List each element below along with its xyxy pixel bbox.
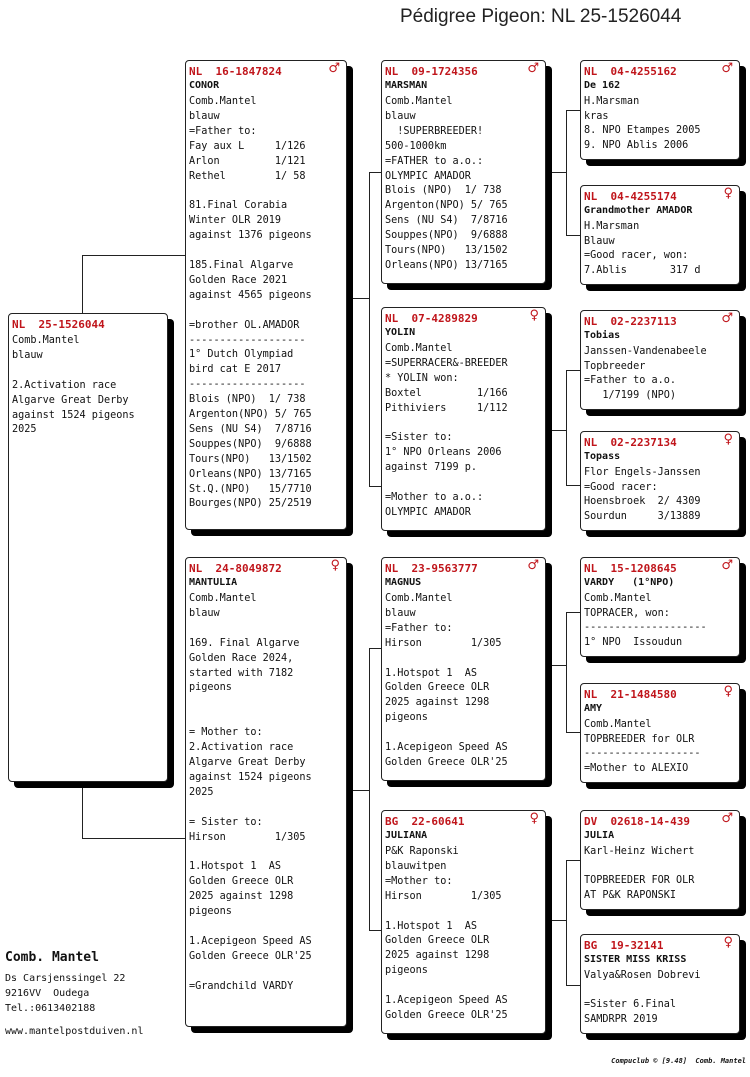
connector <box>566 985 581 986</box>
detail-line: blauw <box>189 110 220 122</box>
pigeon-details <box>584 845 737 903</box>
connector <box>369 648 370 930</box>
detail-line: Blois (NPO) 1/ 738 <box>385 185 502 197</box>
detail-line: TOPBREEDER FOR OLR <box>584 875 695 887</box>
connector <box>545 172 566 173</box>
detail-line: pigeons <box>385 965 428 977</box>
ring-number: NL 16-1847824 <box>189 65 282 78</box>
detail-line: ------------------- <box>584 748 701 760</box>
detail-line: 1.Acepigeon Speed AS <box>189 935 312 947</box>
detail-line: against 1524 pigeons <box>189 771 312 783</box>
detail-line: =SUPERRACER&-BREEDER <box>385 357 508 369</box>
detail-line: OLYMPIC AMADOR <box>385 170 471 182</box>
pigeon-card-sdd[interactable] <box>580 431 740 531</box>
detail-line: Algarve Great Derby <box>189 756 306 768</box>
pigeon-card-sss[interactable] <box>580 60 740 160</box>
detail-line: Blois (NPO) 1/ 738 <box>189 394 306 406</box>
detail-line: blauw <box>385 607 416 619</box>
detail-line: 1/7199 (NPO) <box>584 389 677 401</box>
pigeon-name: SISTER MISS KRISS <box>584 954 687 965</box>
detail-line: Valya&Rosen Dobrevi <box>584 970 701 981</box>
detail-line: Comb.Mantel <box>189 96 257 107</box>
detail-line: Winter OLR 2019 <box>189 215 282 227</box>
detail-line: Argenton(NPO) 5/ 765 <box>189 409 312 421</box>
pigeon-name: MAGNUS <box>385 577 422 588</box>
detail-line: Comb.Mantel <box>385 343 453 354</box>
male-icon: ♂ <box>721 558 733 573</box>
ring-number: NL 04-4255174 <box>584 190 677 203</box>
pigeon-details <box>189 95 344 512</box>
detail-line <box>385 417 543 432</box>
pigeon-card-dsd[interactable] <box>580 683 740 783</box>
detail-line: 2025 <box>12 424 37 436</box>
detail-line: against 7199 p. <box>385 462 478 474</box>
detail-line <box>584 860 737 875</box>
connector <box>82 255 83 313</box>
owner-phone: Tel.:0613402188 <box>5 1003 96 1014</box>
female-icon: ♀ <box>330 558 340 573</box>
detail-line: H.Marsman <box>584 96 640 107</box>
detail-line: =Sister 6.Final <box>584 999 677 1011</box>
pigeon-name: Topass <box>584 451 621 462</box>
detail-line: Boxtel 1/166 <box>385 387 508 399</box>
detail-line: 1.Hotspot 1 AS <box>385 667 478 679</box>
detail-line: 2025 against 1298 <box>385 950 490 962</box>
detail-line <box>385 476 543 491</box>
ring-number: NL 04-4255162 <box>584 65 677 78</box>
detail-line: Blauw <box>584 235 615 247</box>
footer-credit: Compuclub © [9.48] Comb. Mantel <box>611 1057 746 1065</box>
detail-line: pigeons <box>189 682 232 694</box>
detail-line: Pithiviers 1/112 <box>385 402 508 414</box>
connector <box>566 612 581 613</box>
pigeon-details <box>12 334 165 438</box>
detail-line <box>12 364 165 379</box>
detail-line: 1° NPO Orleans 2006 <box>385 447 502 459</box>
detail-line <box>189 304 344 319</box>
ring-number: BG 22-60641 <box>385 815 465 828</box>
detail-line: =Mother to a.o.: <box>385 492 484 504</box>
detail-line: 2025 <box>189 786 214 798</box>
detail-line <box>385 905 543 920</box>
detail-line: Hirson 1/305 <box>385 637 502 649</box>
pigeon-details <box>584 718 737 776</box>
connector <box>566 110 581 111</box>
female-icon: ♀ <box>723 935 733 950</box>
detail-line: -------------------- <box>584 622 707 634</box>
detail-line: TOPBREEDER for OLR <box>584 733 695 745</box>
female-icon: ♀ <box>723 684 733 699</box>
detail-line <box>385 726 543 741</box>
detail-line: = Mother to: <box>189 727 263 739</box>
detail-line: =Mother to ALEXIO <box>584 762 689 774</box>
detail-line: Golden Race 2024, <box>189 652 294 664</box>
detail-line: 9. NPO Ablis 2006 <box>584 139 689 151</box>
connector <box>345 790 369 791</box>
detail-line: =Father to: <box>385 622 453 634</box>
pigeon-name: CONOR <box>189 80 220 91</box>
detail-line: Algarve Great Derby <box>12 394 129 406</box>
pigeon-details <box>584 592 737 650</box>
connector <box>82 782 83 838</box>
connector <box>566 860 567 985</box>
detail-line: Golden Greece OLR <box>385 682 490 694</box>
detail-line: 1° NPO Issoudun <box>584 636 683 648</box>
detail-line: Orleans(NPO) 13/7165 <box>189 468 312 480</box>
detail-line: Janssen-Vandenabeele <box>584 346 707 357</box>
owner-name: Comb. Mantel <box>5 950 99 965</box>
detail-line: 81.Final Corabia <box>189 200 288 212</box>
owner-info <box>5 950 143 1037</box>
detail-line: Tours(NPO) 13/1502 <box>189 453 312 465</box>
detail-line: =Mother to: <box>385 875 453 887</box>
connector <box>369 172 370 486</box>
female-icon: ♀ <box>723 186 733 201</box>
detail-line: Golden Greece OLR <box>189 876 294 888</box>
pigeon-card-ssd[interactable] <box>580 185 740 285</box>
connector <box>345 298 369 299</box>
detail-line <box>385 979 543 994</box>
ring-number: NL 09-1724356 <box>385 65 478 78</box>
detail-line: = Sister to: <box>189 816 263 828</box>
pigeon-card-dam[interactable] <box>185 557 347 1027</box>
pigeon-details <box>385 845 543 1024</box>
connector <box>82 255 187 256</box>
detail-line: 1.Hotspot 1 AS <box>385 920 478 932</box>
connector <box>566 110 567 235</box>
detail-line: blauw <box>12 349 43 361</box>
male-icon: ♂ <box>721 61 733 76</box>
detail-line <box>189 920 344 935</box>
detail-line: Sourdun 3/13889 <box>584 510 701 522</box>
male-icon: ♂ <box>721 311 733 326</box>
owner-city: 9216VV Oudega <box>5 988 90 999</box>
detail-line: Orleans(NPO) 13/7165 <box>385 259 508 271</box>
pigeon-card-dds[interactable] <box>580 810 740 910</box>
detail-line: 2.Activation race <box>189 742 294 754</box>
pigeon-name: Grandmother AMADOR <box>584 205 693 216</box>
pigeon-card-sire[interactable] <box>185 60 347 530</box>
pigeon-name: MARSMAN <box>385 80 428 91</box>
pigeon-details <box>584 466 737 524</box>
detail-line: Flor Engels-Janssen <box>584 467 701 478</box>
connector <box>566 235 581 236</box>
detail-line: Argenton(NPO) 5/ 765 <box>385 200 508 212</box>
detail-line: OLYMPIC AMADOR <box>385 506 471 518</box>
detail-line: Souppes(NPO) 9/6888 <box>189 438 312 450</box>
detail-line: Golden Race 2021 <box>189 274 288 286</box>
detail-line: 1.Acepigeon Speed AS <box>385 995 508 1007</box>
detail-line: Topbreeder <box>584 360 646 372</box>
ring-number: NL 02-2237134 <box>584 436 677 449</box>
detail-line: blauw <box>189 607 220 619</box>
ring-number: NL 07-4289829 <box>385 312 478 325</box>
pigeon-card-sire-dam[interactable] <box>381 307 546 531</box>
detail-line <box>189 696 344 711</box>
detail-line <box>189 711 344 726</box>
detail-line: bird cat E 2017 <box>189 364 282 376</box>
pigeon-details <box>584 220 737 278</box>
connector <box>566 732 581 733</box>
detail-line: Golden Greece OLR'25 <box>189 950 312 962</box>
detail-line: 1.Acepigeon Speed AS <box>385 742 508 754</box>
connector <box>566 370 567 485</box>
owner-website[interactable]: www.mantelpostduiven.nl <box>5 1026 144 1037</box>
pigeon-details <box>189 592 344 994</box>
detail-line: !SUPERBREEDER! <box>385 125 484 137</box>
detail-line: Bourges(NPO) 25/2519 <box>189 498 312 510</box>
detail-line: 1.Hotspot 1 AS <box>189 861 282 873</box>
detail-line: started with 7182 <box>189 667 294 679</box>
detail-line <box>189 965 344 980</box>
pigeon-details <box>385 342 543 521</box>
male-icon: ♂ <box>721 811 733 826</box>
female-icon: ♀ <box>529 811 539 826</box>
female-icon: ♀ <box>529 308 539 323</box>
detail-line: * YOLIN won: <box>385 372 459 384</box>
detail-line: Comb.Mantel <box>12 335 80 346</box>
detail-line: Golden Greece OLR <box>385 935 490 947</box>
pigeon-name: VARDY (1°NPO) <box>584 577 675 588</box>
ring-number: NL 02-2237113 <box>584 315 677 328</box>
male-icon: ♂ <box>328 61 340 76</box>
detail-line: blauwitpen <box>385 860 447 872</box>
detail-line: Arlon 1/121 <box>189 155 306 167</box>
pigeon-card-sds[interactable] <box>580 310 740 410</box>
pigeon-name: MANTULIA <box>189 577 238 588</box>
detail-line: SAMDRPR 2019 <box>584 1013 658 1025</box>
pigeon-details <box>584 95 737 153</box>
detail-line: 185.Final Algarve <box>189 259 294 271</box>
detail-line: 169. Final Algarve <box>189 637 300 649</box>
pigeon-details <box>385 95 543 274</box>
detail-line: Comb.Mantel <box>584 593 652 604</box>
detail-line: Golden Greece OLR'25 <box>385 756 508 768</box>
connector <box>545 920 566 921</box>
pigeon-card-dam-sire[interactable] <box>381 557 546 781</box>
detail-line <box>584 984 737 999</box>
detail-line: TOPRACER, won: <box>584 607 670 619</box>
connector <box>566 370 581 371</box>
detail-line: ------------------- <box>189 334 306 346</box>
male-icon: ♂ <box>527 558 539 573</box>
pigeon-card-subject[interactable] <box>8 313 168 782</box>
detail-line: 7.Ablis 317 d <box>584 264 701 276</box>
detail-line: St.Q.(NPO) 15/7710 <box>189 483 312 495</box>
pigeon-name: Tobias <box>584 330 621 341</box>
pigeon-name: De 162 <box>584 80 621 91</box>
detail-line: against 1376 pigeons <box>189 230 312 242</box>
pigeon-details <box>584 345 737 403</box>
owner-address: Ds Carsjenssingel 22 <box>5 973 126 984</box>
pigeon-name: JULIANA <box>385 830 428 841</box>
detail-line: Hirson 1/305 <box>385 890 502 902</box>
ring-number: DV 02618-14-439 <box>584 815 690 828</box>
detail-line: =Grandchild VARDY <box>189 980 294 992</box>
detail-line: Comb.Mantel <box>385 96 453 107</box>
detail-line: =Good racer: <box>584 481 658 493</box>
detail-line: 2025 against 1298 <box>385 697 490 709</box>
detail-line <box>189 845 344 860</box>
detail-line: against 4565 pigeons <box>189 289 312 301</box>
pigeon-card-sire-sire[interactable] <box>381 60 546 284</box>
detail-line: P&K Raponski <box>385 846 459 857</box>
detail-line <box>189 801 344 816</box>
male-icon: ♂ <box>527 61 539 76</box>
detail-line: Comb.Mantel <box>385 593 453 604</box>
detail-line: blauw <box>385 110 416 122</box>
detail-line: 2.Activation race <box>12 379 117 391</box>
detail-line: Hoensbroek 2/ 4309 <box>584 496 701 508</box>
detail-line: =Father to: <box>189 125 257 137</box>
pigeon-card-ddd[interactable] <box>580 934 740 1034</box>
ring-number: NL 24-8049872 <box>189 562 282 575</box>
page-title: Pédigree Pigeon: NL 25-1526044 <box>400 6 682 27</box>
connector <box>566 860 581 861</box>
detail-line: kras <box>584 110 609 122</box>
ring-number: NL 15-1208645 <box>584 562 677 575</box>
pigeon-card-dss[interactable] <box>580 557 740 657</box>
detail-line: =Good racer, won: <box>584 250 689 262</box>
pigeon-name: AMY <box>584 703 603 714</box>
detail-line: pigeons <box>385 712 428 724</box>
connector <box>82 838 187 839</box>
pigeon-name: YOLIN <box>385 327 416 338</box>
detail-line: Hirson 1/305 <box>189 831 306 843</box>
detail-line: 8. NPO Etampes 2005 <box>584 125 701 137</box>
detail-line: Karl-Heinz Wichert <box>584 846 695 857</box>
detail-line <box>189 244 344 259</box>
ring-number: NL 25-1526044 <box>12 318 105 331</box>
detail-line: against 1524 pigeons <box>12 409 135 421</box>
detail-line: =FATHER to a.o.: <box>385 155 484 167</box>
female-icon: ♀ <box>723 432 733 447</box>
detail-line: pigeons <box>189 906 232 918</box>
detail-line: Sens (NU S4) 7/8716 <box>189 423 312 435</box>
detail-line: 500-1000km <box>385 140 447 152</box>
detail-line: ------------------- <box>189 379 306 391</box>
detail-line: Rethel 1/ 58 <box>189 170 306 182</box>
detail-line: Comb.Mantel <box>584 719 652 730</box>
ring-number: NL 21-1484580 <box>584 688 677 701</box>
connector <box>566 612 567 732</box>
detail-line: 1° Dutch Olympiad <box>189 349 294 361</box>
pigeon-details <box>385 592 543 771</box>
ring-number: BG 19-32141 <box>584 939 664 952</box>
detail-line: Tours(NPO) 13/1502 <box>385 245 508 257</box>
detail-line: Fay aux L 1/126 <box>189 140 306 152</box>
detail-line: =Father to a.o. <box>584 375 677 387</box>
pigeon-details <box>584 969 737 1027</box>
pigeon-card-dam-dam[interactable] <box>381 810 546 1034</box>
detail-line: Golden Greece OLR'25 <box>385 1009 508 1021</box>
connector <box>545 665 566 666</box>
pigeon-name: JULIA <box>584 830 615 841</box>
detail-line: Souppes(NPO) 9/6888 <box>385 230 508 242</box>
connector <box>566 485 581 486</box>
detail-line: AT P&K RAPONSKI <box>584 889 677 901</box>
detail-line: =Sister to: <box>385 432 453 444</box>
detail-line: H.Marsman <box>584 221 640 232</box>
detail-line: Sens (NU S4) 7/8716 <box>385 215 508 227</box>
detail-line: =brother OL.AMADOR <box>189 319 300 331</box>
detail-line <box>189 184 344 199</box>
connector <box>545 430 566 431</box>
detail-line: Comb.Mantel <box>189 593 257 604</box>
detail-line: 2025 against 1298 <box>189 891 294 903</box>
ring-number: NL 23-9563777 <box>385 562 478 575</box>
detail-line <box>385 652 543 667</box>
detail-line <box>189 622 344 637</box>
